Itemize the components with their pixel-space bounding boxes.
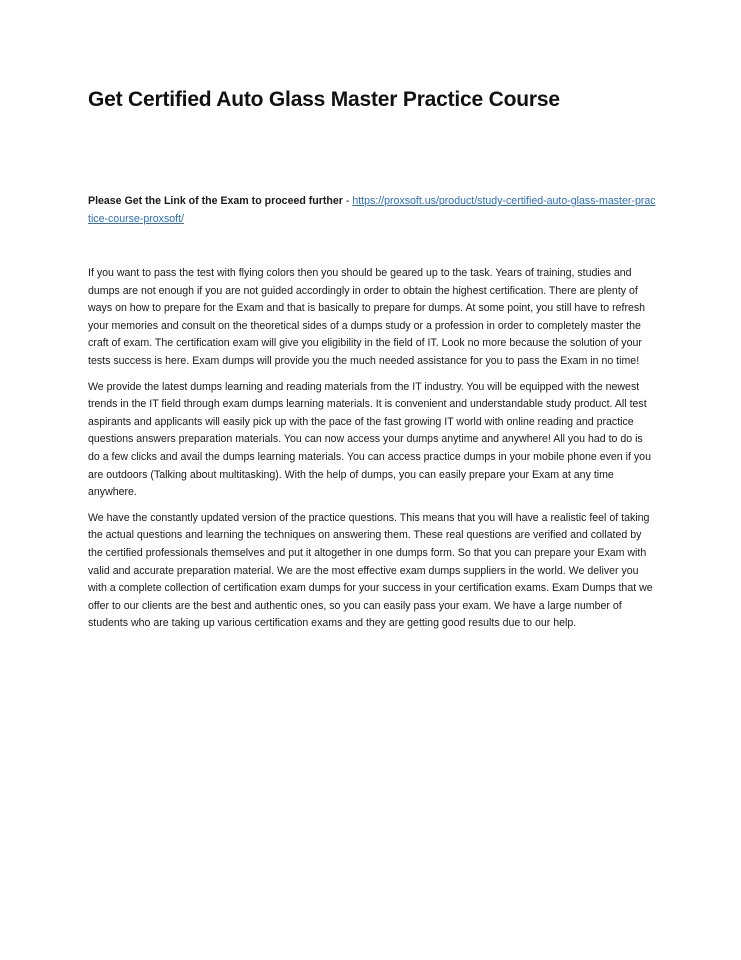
exam-link[interactable]: https://proxsoft.us/product/study-certified-auto-glass-master-practice-course-proxsoft/ [88, 195, 656, 225]
exam-link-lead: Please Get the Link of the Exam to proceed further [88, 195, 343, 207]
body-paragraph-1: If you want to pass the test with flying colors then you should be geared up to the task. Years of training, studies and dumps are not enough if you are not guided accordingly in order to obtain the highest certification. There are plenty of ways on how to prepare for the Exam and that is basically to prepare for dumps. At some point, you still have to refresh your memories and consult on the theoretical sides of a dumps study or a profession in order to completely master the craft of exam. The certification exam will give you eligibility in the field of IT. Look no more because the solution of your tests success is here. Exam dumps will provide you the much needed assistance for you to pass the Exam in no time! [88, 267, 646, 367]
body-paragraph-2: We provide the latest dumps learning and reading materials from the IT industry. You will be equipped with the newest trends in the IT field through exam dumps learning materials. It is convenient and understandable study product. All test aspirants and applicants will easily pick up with the pace of the fast growing IT world with online reading and practice questions answers preparation materials. You can now access your dumps anytime and anywhere! All you had to do is do a few clicks and avail the dumps learning materials. You can access practice dumps in your mobile phone even if you are outdoors (Talking about multitasking). With the help of dumps, you can easily prepare your Exam at any time anywhere. [88, 380, 651, 499]
body-text [88, 265, 654, 641]
exam-link-separator: - [342, 195, 353, 207]
body-paragraph-3: We have the constantly updated version of the practice questions. This means that you will have a realistic feel of taking the actual questions and learning the techniques on answering them. These real questions are verified and collated by the certified professionals themselves and put it altogether in one dumps form. So that you can prepare your Exam with valid and accurate preparation material. We are the most effective exam dumps suppliers in the world. We deliver you with a complete collection of certification exam dumps for your success in your certification exams. Exam Dumps that we offer to our clients are the best and authentic ones, so you can easily pass your exam. We have a large number of students who are taking up various certification exams and they are getting good results due to our help. [88, 511, 653, 630]
page-title: Get Certified Auto Glass Master Practice Course [88, 88, 560, 111]
exam-link-paragraph [88, 193, 658, 228]
